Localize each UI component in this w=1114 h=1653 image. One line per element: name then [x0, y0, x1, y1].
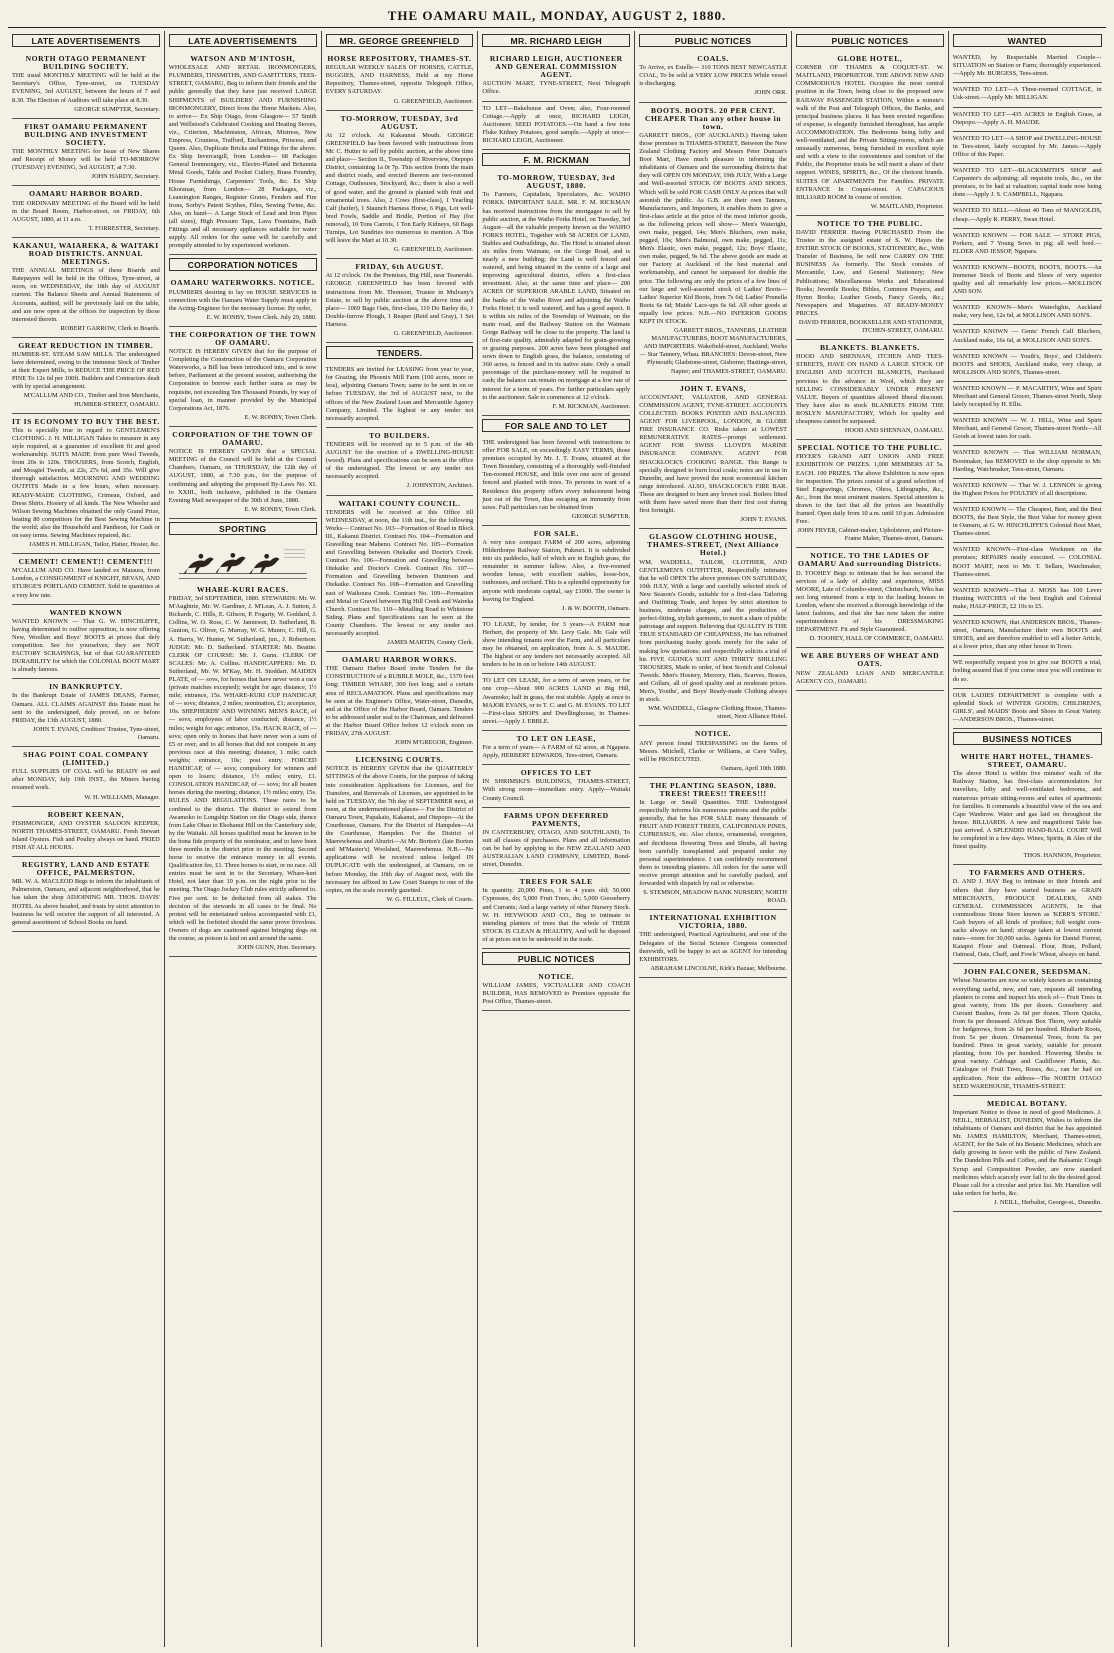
advertisement: [482, 102, 630, 150]
advertisement: [482, 526, 630, 618]
ad-title: INTERNATIONAL EXHIBITION VICTORIA, 1880.: [649, 913, 777, 931]
ad-body: At 12 o'clock. At Kakaunui Mouth. GEORGE GREENFIELD has been favored with instructions from Mr. C. Hutter to sell by public auction, at the above time and place— Section II., Township of Riverview, Otepopo District, containing 1a 0r 7p. This section fronts the main and district roads, and erected thereon are two-roomed Cottage, Outhouses, Stockyard, &c.; there is also a well of good water, and the ground is planted with fruit and ornamental trees. Also, 2 Cows (first-class), 1 Yearling Calf (heifer), 1 Staunch Harness Horse, 6 Pigs, Lot well-bred Fowls, Saddle and Bridle, Portion of Hay (for removal), 10 Tons Carrots, 1 Ton Early Kidneys, 60 Bags Turnips, Lot Sundries too numerous to mention. A 'Bus will leave the Mart at 10.30.: [325, 131, 474, 245]
advertisement: [953, 865, 1102, 964]
section-heading: MR. RICHARD LEIGH: [482, 34, 630, 47]
ad-list: [169, 51, 317, 255]
advertisement: [953, 479, 1102, 503]
ad-title: TO-MORROW, TUESDAY, 3rd AUGUST, 1880.: [497, 173, 616, 191]
advertisement: [12, 807, 160, 857]
advertisement: [953, 83, 1102, 107]
ad-body: HOOD AND SHENNAN, ITCHEN AND TEES-STREETS, HAVE ON HAND A LARGE STOCK OF ENGLISH AND SCOTCH BLANKETS, Purchased previous to the advance in Wool, which they are SELLING CONSIDERABLY UNDER PRESENT VALUE. Buyers of quantities allowed liberal discount. They have also in stock BLANKETS FROM THE ROSLYN MANUFACTORY, Which for quality and cheapness cannot be surpassed.: [795, 353, 944, 426]
ad-title: WATSON AND M'INTOSH,: [190, 54, 296, 64]
advertisement: [953, 964, 1102, 1095]
ad-body: OUR LADIES DEPARTMENT is complete with a splendid Stock of WINTER GOODS; CHILDREN'S, GIRLS', and MAIDS' Boots and Shoes in Great Variety.—ANDERSON BROS., Thames-street.: [952, 691, 1102, 723]
advertisement: [639, 910, 787, 978]
ad-signature: GEORGE SUMPTER.: [571, 512, 631, 520]
ad-list: [482, 170, 630, 416]
advertisement: [953, 382, 1102, 414]
advertisement: [953, 350, 1102, 382]
ad-title: THE PLANTING SEASON, 1880. TREES! TREES!! TREES!!!: [649, 780, 777, 798]
ad-body: WANTED KNOWN—Men's Waterlights, Auckland make, very best, 12s 6d, at MOLLISON AND SON'S.: [952, 304, 1102, 320]
masthead-rule: [8, 27, 1106, 28]
ad-body: TO LEASE, by tender, for 3 years—A FARM near Herbert, the property of Mr. Levy Gale. Mr. Gale will show intending tenants over the Farm, and all particulars may be obtained, on application, from A. S. MAUDE. The highest or any tenders not necessarily accepted. All tenders to be in on or before 14th AUGUST.: [482, 620, 631, 669]
ad-body: At 12 o'clock. On the Premises, Big Hill, near Teaneraki. GEORGE GREENFIELD has been favored with instructions from Mr. Thomson, Trustee in Mulvany's Estate, to sell by public auction at the above time and place— 1069 Bags Oats, first-class, 110 Do Barley do, 1 Double-furrow Plough, 1 Reaper (Reid and Gray), 1 Set Harness.: [325, 272, 474, 328]
ad-signature: D. TOOHEY, HALL OF COMMERCE, OAMARU.: [809, 635, 944, 643]
ad-body: FRYER'S GRAND ART UNION AND FREE EXHIBITION OF PRIZES. 1,000 MEMBERS AT 5s. EACH. 100 PRIZES. The above Exhibition is now open for inspection. The prizes consist of a grand selection of Steel Engravings, Chromos, Oleos, Lithographs, &c., &c., from the most eminent masters. Special attention is drawn to the fact that all the prizes are beautifully framed. Open daily from 10 a.m. until 10 p.m. Admission Free.: [795, 453, 944, 526]
advertisement: [482, 51, 630, 101]
ad-signature: W. G. FILLEUL, Clerk of Courts.: [386, 895, 474, 903]
advertisement: [953, 164, 1102, 204]
ad-signature: JOHN T. EVANS.: [740, 516, 787, 524]
advertisement: [12, 605, 160, 680]
ad-title: FIRST OAMARU PERMANENT BUILDING AND INVESTMENT SOCIETY.: [24, 121, 148, 147]
ad-list: [326, 363, 474, 909]
ad-body: WM. WADDELL, TAILOR, CLOTHIER, AND GENTLEMEN'S OUTFITTER, Respectfully intimates that he will OPEN The above premises ON SATURDAY, 10th JULY, With a large and carefully selected stock of New Season's Goods, suitable for a first-class Tailoring and Outfitting Trade, and hopes by strict attention to business, moderate charges, and the production of perfect-fitting, stylish garments, to merit a share of public patronage and support. Believing that QUALITY IS THE TRUE STANDARD OF CHEAPNESS, He has refrained from purchasing trashy goods merely for the sake of making low quotations; and respectfully solicits a trial of his FIVE GUINEA SUIT AND THIRTY SHILLING TROUSERS, Made to order, of best Scotch and Colonial Tweeds. Men's Hosiery, Mercery, Hats, Scarves, Braces, and Collars, all of good quality and at moderate prices. Men's, Youths', and Boys' Ready-made Clothing always in stock.: [639, 558, 787, 704]
ad-signature: E. W. RONBY, Town Clerk. July 29, 1880.: [206, 313, 317, 321]
advertisement: [12, 747, 160, 807]
ad-title: IT IS ECONOMY TO BUY THE BEST.: [12, 416, 160, 426]
ad-title: FRIDAY, 6th AUGUST.: [355, 262, 444, 272]
ad-body: In the Bankrupt Estate of JAMES DEANS, Farmer, Oamaru. ALL CLAIMS AGAINST this Estate must be sent to the undersigned, duly proved, on or before FRIDAY, the 13th AUGUST, 1880.: [12, 692, 160, 724]
ad-signature: G. GREENFIELD, Auctioneer.: [393, 246, 474, 254]
ad-body: TO LET ON LEASE, for a term of seven years, or for one crop—About 900 ACRES LAND at Big Hill, Awamoko; half in grass, the rest stubble. Apply at once to MAJOR EVANS, or to T. C. and G. M. EVANS. TO LET—First-class SHOPS and Dwellinghouse, in Thames-street.—Apply J. EBBLE.: [482, 677, 631, 725]
advertisement: [953, 749, 1102, 865]
ad-body: The above Hotel is within five minutes' walk of the Railway Station, has first-class accommodation for travellers, lofty and well-ventilated bedrooms, and numerous private sitting-rooms and suites of apartments for families. It commands a beautiful view of the sea and Cape Wanbrow. Water and gas laid on throughout the house. BILLIARDS. A new and magnificent Table has just arrived. A SPLENDID HAND-BALL COURT Will be completed in a few days. Wines, Spirits, & Ales of the finest quality.: [952, 770, 1102, 851]
advertisement: [12, 554, 160, 604]
advertisement: [326, 363, 474, 428]
ad-title: REGISTRY, LAND AND ESTATE OFFICE, PALMERSTON.: [22, 860, 150, 878]
ad-body: TO LET—Bakehouse and Oven; also, Four-roomed Cottage.—Apply at once, RICHARD LEIGH, Auctioneer. SEED POTATOES.—On hand a few tons Fluke Kidney Potatoes, good sample.—Apply at once—RICHARD LEIGH, Auctioneer.: [482, 104, 631, 144]
advertisement: [953, 689, 1102, 729]
advertisement: [169, 582, 317, 957]
advertisement: [953, 325, 1102, 349]
ad-title: IN BANKRUPTCY.: [49, 682, 123, 692]
ad-body: THE undersigned, Practical Agriculturist, and one of the Delegates of the Social Science Congress connected therewith, will be happy to act as AGENT for intending EXHIBITORS.: [639, 931, 787, 963]
horse-race-illustration: [179, 539, 307, 579]
ad-title: JOHN T. EVANS,: [679, 383, 747, 393]
ad-title: CEMENT! CEMENT!! CEMENT!!!: [18, 557, 154, 567]
ad-body: NOTICE IS HEREBY GIVEN that for the purpose of Completing the Construction of the Oamaru Corporation Waterworks, a Bill has been introduced into, and is now before, Parliament at the present session, authorising the Corporation to borrow such further sums as may be requisite, not exceeding Ten Thousand Pounds, by way of special loan, in manner provided by the Municipal Corporations Act, 1876.: [168, 348, 317, 412]
advertisement: [482, 618, 630, 675]
advertisement: [482, 731, 630, 765]
ad-body: WE respectfully request you to give our BOOTS a trial, feeling assured that if you come once you will continue to do so.: [952, 659, 1102, 683]
section-heading: PUBLIC NOTICES: [639, 34, 787, 47]
section-heading: PUBLIC NOTICES: [482, 952, 630, 965]
ad-body: FISHMONGER, AND OYSTER SALOON KEEPER, NORTH THAMES-STREET, OAMARU. Fresh Stewart Island Oysters. Fish and Poultry always on hand. FRIED FISH AT ALL HOURS.: [12, 819, 160, 851]
advertisement: [169, 427, 317, 519]
advertisement: [169, 327, 317, 427]
ad-signature: J. NEILL, Herbalist, George-st., Dunedin.: [994, 1198, 1102, 1206]
advertisement: [953, 503, 1102, 543]
ad-body: In quantity. 20,000 Pines, 1 to 4 years old; 50,000 Cypresses, do; 5,000 Fruit Trees, do; 5,000 Gooseberry and Currants; And a large variety of other Nursery Stock. W. H. HEYWOOD AND CO., Beg to intimate to intending planters of trees that the whole of THEIR STOCK IS CLEAN & HEALTHY, And will be disposed of at prices not to be undersold in the trade.: [482, 887, 631, 943]
advertisement: [796, 216, 944, 340]
ad-list: [639, 51, 787, 978]
advertisement: [953, 229, 1102, 261]
newspaper-columns: [8, 31, 1106, 1647]
ad-signature: F. M. RICKMAN, Auctioneer.: [552, 402, 631, 410]
ad-body: FRIDAY, 3rd SEPTEMBER, 1880. STEWARDS: Mr. W. M'Aughtrie, Mr. W. Gardiner, J. M'Lean, A. J. Sutton, J. Rickards, C. Hills, E. Gibson, P. Fogarty, W. Goddard, J. Collins, W. O. Ross, C. W. Jamieson, D. Sutherland, R. Gunion, G. Oliver, G. Murray, W. G. Munro, C. Hill, G. A. Harris, W. Hunter, W. Sutherland, jun., J. Robertson. JUDGE: Mr. D. Sutherland. STARTER: Mr. Beattie. CLERK OF COURSE: Mr. J. Gunn. CLERK OF SCALES: Mr. A. Collins. HANDICAPPERS: Mr. D. Sutherland, Mr. W. M'Kay, Mr. H. Stoddart. MAIDEN PLATE, of — sovs, for horses that have never won a race (private matches excepted); weight for age; distance, 1½ mile; entrance, 15s. WHARE-KURI CUP HANDICAP, of — sovs; distance, 2 miles; nomination, £1; acceptance, 10s. SHEPHERDS' AND WINNING MEN'S RACE, of — sovs; employees of labor conducted; distance, 1½ miles; weight for age; entrance, 15s. HACK RACE, of — sovs; open only to horses that have never won a sum of £5 or over, and to all horses that did not compete in any previous race at this meeting; distance, 1 mile; catch weights; entrance, 10s; post entry. FORCED HANDICAP, of — sovs; compulsory for winners and open to losers; distance, 1½ miles; entry, £1. CONSOLATION HANDICAP, of — sovs; for all beaten horses during the meeting; distance, 1½ miles; entry, 15s. RULES AND REGULATIONS. These races to be confined to the district. The district to extend from Awamoko to Longship Station on the Otago side, thence from Lake Ohau to Ekohanui Hill on the Canterbury side, by the Waitaki. All horses qualified must be known to be the bona fide property of the nominator, and to have been three months in the district prior to the meeting. Second horse to receive the entrance money in all events. Qualification fee, £1. Three horses to start, or no race. All entries must be sent in to the Secretary, Whare-kuri Hotel, not later than 10 p.m. on the night prior to the meeting. The Otago Jockey Club rules strictly adhered to. Five per cent. to be deducted from all stakes. The decision of the stewards in all cases to be final. No protest will be entertained unless accompanied with £1, which will be forfeited should the same prove frivolous. Owners of dogs are cautioned against bringing dogs on the course, as poison is laid on and around the same.: [168, 595, 317, 942]
ad-body: NEW ZEALAND LOAN AND MERCANTILE AGENCY CO., OAMARU.: [795, 669, 944, 685]
section-heading: MR. GEORGE GREENFIELD: [326, 34, 474, 47]
ad-body: IN SHRIMSKI'S BUILDINGS, THAMES-STREET, With strong room—immediate entry. Apply—Waitaki County Council.: [482, 778, 631, 802]
ad-body: WANTED KNOWN, that ANDERSON BROS., Thames-street, Oamaru, Manufacture their own BOOTS and SHOES, and are therefore enabled to sell a better Article, at a lower price, than any other house in Town.: [952, 618, 1102, 651]
ad-title: BLANKETS. BLANKETS.: [819, 343, 920, 353]
advertisement: [953, 261, 1102, 301]
advertisement: [953, 1096, 1102, 1212]
ad-title: JOHN FALCONER, SEEDSMAN.: [963, 967, 1091, 977]
ad-title: TO-MORROW, TUESDAY, 3rd AUGUST.: [340, 113, 459, 131]
ad-signature: WM. WADDELL, Glasgow Clothing House, Thames-street, Next Alliance Hotel.: [648, 705, 787, 721]
ad-title: NOTICE.: [695, 729, 732, 739]
ad-body: THE Oamaru Harbor Board invite Tenders for the CONSTRUCTION of a RUBBLE MOLE, &c., 1370 feet long; TIMBER WHARF, 300 feet long; and a certain area of RECLAMATION. Plans and specifications may be seen at the Engineer's Office, Water-street, Dunedin, and at the Office of the Harbor Board, Oamaru. Tenders to be addressed under seal to the Chairman, and delivered at the Harbor Board Office before 12 o'clock noon on FRIDAY, 27th AUGUST.: [325, 665, 474, 738]
ad-title: TO BUILDERS.: [369, 430, 430, 440]
ad-title: OFFICES TO LET: [520, 768, 592, 778]
ad-signature: JOHN T. EVANS, Creditors' Trustee, Tyne-street, Oamaru.: [33, 725, 160, 741]
advertisement: [12, 338, 160, 414]
advertisement: [482, 674, 630, 731]
advertisement: [12, 679, 160, 747]
column-5: [635, 31, 792, 1647]
ad-signature: T. FORRESTER, Secretary.: [88, 224, 160, 232]
column-4: [478, 31, 635, 1647]
ad-title: OAMARU WATERWORKS. NOTICE.: [170, 278, 315, 288]
ad-title: HORSE REPOSITORY, THAMES-ST.: [327, 54, 472, 64]
advertisement: [326, 111, 474, 260]
ad-title: TO FARMERS AND OTHERS.: [969, 868, 1086, 878]
advertisement: [796, 51, 944, 216]
ad-signature: W. MAITLAND, Proprietor.: [870, 202, 944, 210]
ad-body: WHOLESALE AND RETAIL IRONMONGERS, PLUMBERS, TINSMITHS, AND GASFITTERS, TEES-STREET, OAMARU, Beg to inform their friends and the public generally that they have just received LARGE SHIPMENTS of BUILDERS' AND FURNISHING IRONMONGERY, Direct from the Home Markets. Also, to arrive— Ex Ship Otago, from Glasgow— 57 Smith and Wellstood's Celebrated Cooking and Heating Stoves, viz., Criterion, Machiniston, African, Mistress, New Empress, Countess, Trafford, Enchantress, Princess, and Queen. Also, Duplicate Bricks and Fittings for the above. Ex Ship Invercargill, from London— 68 Packages General Ironmongery, viz., Electro-Plated and Britannia Metal Goods, Table and Pocket Cutlery, Brass Foundry, House Furnishings, Carpenters' Tools, &c. Ex Ship Khoranan, from London— 28 Packages, viz., Leamington Ranges, Register Grates, Fenders and Fire Irons, Sorby's Patent Scythes, Files, Sewing Twine, &c. Also, on hand— A Large Stock of Lead and Iron Pipes (all sizes), High Pressure Taps, Lava Fountains, Bath Fittings and all necessary appliances suitable for water supply. All orders for the same will be carefully and promptly attended to by experienced workmen.: [168, 64, 317, 250]
advertisement: [796, 648, 944, 690]
advertisement: [953, 584, 1102, 616]
advertisement: [326, 496, 474, 653]
advertisement: [639, 103, 787, 381]
ad-body: NOTICE IS HEREBY GIVEN that the QUARTERLY SITTINGS of the above Courts, for the purpose of taking into consideration Applications for Licenses, and for Transfers, and Removals of Licenses, are appointed to be held on TUESDAY, the 7th day of SEPTEMBER next, at noon, at the undermentioned places— For the District of Oamaru Town, Papakaio, Kakanui, and Otepopo—At the Courthouse, Oamaru. For the District of Hampden—At the Courthouse, Hampden. For the District of Maerewhenua and Ahuriri—At Mr. Borton's (late Borton and M'Master's) Woolshed, Maerewhenua. N.B.—No applications will be received unless lodged IN DUPLICATE with the undersigned, at Oamaru, on or before Monday, the 16th day of August next, with the necessary fee affixed in Law Court Stamps to one of the copies, on the scale recently gazetted.: [325, 765, 474, 894]
column-3: [322, 31, 479, 1647]
advertisement: [953, 543, 1102, 583]
ad-title: NOTICE TO THE PUBLIC.: [817, 218, 923, 228]
ad-title: SHAG POINT COAL COMPANY (LIMITED.): [23, 750, 149, 768]
ad-body: THE ORDINARY MEETING of the Board will be held in the Board Room, Harbor-street, on FRIDAY, 6th AUGUST, 1880, at 11 a.m.: [12, 199, 160, 223]
ad-body: TENDERS will be received up to 5 p.m. of the 4th AUGUST for the erection of a DWELLING-HOUSE (wood). Plans and specifications can be seen at the office of the undersigned. The lowest or any tender not necessarily accepted.: [325, 440, 474, 481]
ad-signature: HOOD AND SHENNAN, OAMARU.: [844, 427, 944, 435]
ad-signature: DAVID FERRIER, BOOKSELLER AND STATIONER, ITCHEN-STREET, OAMARU.: [798, 319, 944, 335]
advertisement: [639, 778, 787, 910]
ad-list: [482, 969, 630, 1011]
ad-body: HUMBER-ST. STEAM SAW MILLS. The undersigned have determined, owing to the immense Stock of Timber at their Expert Mills, to REDUCE THE PRICE OF RED PINE To 12s 6d per 100ft. Builders and Contractors dealt with by special arrangement.: [12, 351, 160, 391]
ad-title: BOOTS. BOOTS. 20 PER CENT. CHEAPER Than any other house in town.: [644, 105, 782, 131]
race-horses-woodcut: [179, 539, 307, 579]
advertisement: [326, 259, 474, 343]
advertisement: [482, 874, 630, 949]
ad-title: FOR SALE.: [533, 528, 579, 538]
ad-title: NOTICE. TO THE LADIES OF OAMARU And surrounding Districts.: [798, 551, 942, 569]
ad-signature: E. W. RONBY, Town Clerk.: [244, 413, 317, 421]
ad-title: WAITAKI COUNTY COUNCIL.: [338, 498, 461, 508]
advertisement: [482, 808, 630, 875]
advertisement: [796, 340, 944, 440]
section-heading: PUBLIC NOTICES: [796, 34, 944, 47]
ad-signature: JAMES MARTIN, County Clerk.: [387, 639, 474, 647]
ad-signature: GEORGE SUMPTER, Secretary.: [74, 105, 160, 113]
ad-body: MR. W. A. MACLEOD Begs to inform the inhabitants of Palmerston, Oamaru, and adjacent neighborhood, that he has taken the shop ADJOINING MR. THOS. DAVIS' HOTEL As above headed, and trusts by strict attention to business he will receive the support of all interested. A general assortment of School Books on hand.: [12, 878, 160, 926]
ad-body: D. TOOHEY Begs to intimate that he has secured the services of a lady of ability and experience, MISS MOORE, Late of Columbo-street, Christchurch, Who has not long returned from a trip to the leading houses in London, where she received a thorough knowledge of the latest fashions, and that she has now taken the entire superintendence of his DRESSMAKING DEPARTMENT. Fit and Style Guaranteed.: [795, 569, 944, 634]
ad-body: WANTED TO SELL—About 40 Tons of MANGOLDS, cheap.—Apply R. PERRY, Swan Hotel.: [952, 207, 1102, 223]
advertisement: [482, 170, 630, 416]
ad-signature: Oamaru, April 10th 1880.: [721, 764, 787, 772]
ad-signature: G. GREENFIELD, Auctioneer.: [393, 330, 474, 337]
ad-body: TENDERS are invited for LEASING from year to year, for Grazing, the Phoenix Mill Farm (100 acres, more or less), adjoining Oamaru Town; same to be sent in on or before TUESDAY, the 3rd of AUGUST next, to the offices of the New Zealand Loan and Mercantile Agency Company, Limited. The highest or any tender not necessarily accepted.: [325, 366, 474, 422]
column-6: [792, 31, 949, 1647]
advertisement: [953, 51, 1102, 83]
ad-body: A very nice compact FARM of 200 acres, adjoining Hilderthorpe Railway Station, Pukeuri. It is subdivided into six paddocks, half of which are in English grass, the remainder in summer fallow. Also, a five-roomed wooden house, with excellent stables, loose-box, outhouses, and orchard. This is a splendid opportunity for anyone with moderate capital, say £1000. The owner is leaving for England.: [482, 538, 631, 603]
ad-body: WILLIAM JAMES, VICTUALLER AND COACH BUILDER, HAS REMOVED to Premises opposite the Post Office, Thames-street.: [482, 982, 631, 1006]
advertisement: [796, 440, 944, 548]
advertisement: [482, 436, 630, 526]
ad-title: GREAT REDUCTION IN TIMBER.: [18, 340, 154, 350]
ad-title: COALS.: [697, 54, 729, 64]
ad-body: WANTED KNOWN—First-class Workmen on the premises; REPAIRS neatly executed. — COLONIAL BOOT MART, next to Mr. T. Sellars, Watchmaker, Thames-street.: [952, 546, 1102, 578]
ad-signature: JOHN GUNN, Hon. Secretary.: [237, 944, 317, 952]
advertisement: [953, 204, 1102, 228]
ad-body: THE MONTHLY MEETING for Issue of New Shares and Receipt of Money will be held TO-MORROW (TUESDAY) EVENING, 3rd AUGUST, at 7.30.: [12, 148, 160, 172]
ad-body: WANTED KNOWN — W. J. HILL, Wine and Spirit Merchant, and General Grocer, Thames-street North—All Goods at lowest rates for cash.: [952, 417, 1102, 441]
ad-list: [796, 51, 944, 691]
ad-body: ANY person found TRESPASSING on the farms of Messrs. Mitchell, Clarke or Williams, at Cave Valley, will be PROSECUTED.: [639, 739, 787, 763]
ad-signature: JOHN ORR.: [754, 89, 787, 97]
ad-title: SPECIAL NOTICE TO THE PUBLIC.: [797, 443, 943, 453]
ad-body: WANTED KNOWN—That J. MOSS has 100 Lever Hunting WATCHES of the best English and Colonial make, HALF-PRICE, £2 10s to £5.: [952, 586, 1102, 610]
ad-list: [169, 275, 317, 518]
ad-body: D. AND J. HAY Beg to intimate to their friends and others that they have started business as GRAIN MERCHANTS, PRODUCE DEALERS, AND GENERAL COMMISSION AGENTS, In that commodious Stone Store known as 'KERR'S STORE.' Cash buyers of all kinds of produce; full weight corn-sacks always on hand; storage taken at lowest current rates—room for 30,000 sacks. Agents for Daniel Forrest, Kaiapoi Flour and Oatmeal. Flour, Bran, Pollard, Oatmeal, Oats, Chaff, and Fowls' Wheat, always on hand.: [952, 878, 1102, 959]
ad-body: WANTED TO LET—A Three-roomed COTTAGE, in Usk-street.—Apply Mr. MILLIGAN.: [952, 86, 1102, 102]
ad-body: REGULAR WEEKLY SALES OF HORSES, CATTLE, BUGGIES, AND HARNESS, Held at my Horse Repository, Thames-street, opposite Telegraph Office, EVERY SATURDAY.: [325, 64, 474, 96]
ad-title: MEDICAL BOTANY.: [987, 1098, 1068, 1108]
advertisement: [639, 726, 787, 777]
ad-title: CORPORATION OF THE TOWN OF OAMARU.: [172, 429, 314, 448]
ad-list: [326, 51, 474, 343]
ad-title: OAMARU HARBOR WORKS.: [341, 655, 457, 665]
ad-body: CORNER OF THAMES & COQUET-ST. W. MAITLAND, PROPRIETOR. THE ABOVE NEW AND COMMODIOUS HOTEL Occupies the most central position in the Town, being close to the proposed new RAILWAY PASSENGER STATION, Within a minute's walk of the Post and Telegraph Offices, the Banks, and principal business places. It has been erected regardless of expense, is elegantly furnished throughout, has ample ACCOMMODATION. The Bedrooms being lofty and well-ventilated, and the Private Sitting-rooms, which are unusually numerous, being furnished in excellent style and with a view to the convenience and comfort of the Public, the Proprietor trusts he will merit a share of their support. WINES, SPIRITS, &c., Of the choicest brands. SUITES OF APARTMENTS For Families. PRIVATE ENTRANCE In Coquet-street. A CAPACIOUS BILLIARD ROOM In course of erection.: [795, 64, 944, 201]
masthead: THE OAMARU MAIL, MONDAY, AUGUST 2, 1880.: [387, 8, 727, 23]
ad-title: WE ARE BUYERS OF WHEAT AND OATS.: [800, 651, 940, 669]
section-heading: CORPORATION NOTICES: [169, 258, 317, 271]
advertisement: [12, 238, 160, 338]
ad-body: TENDERS will be received at this Office till WEDNESDAY, at noon, the 11th inst., for the following Works— Contract No. 103—Formation of Road in Block III., Kakanui District. Contract No. 104—Formation and Gravelling near Maheno. Contract No. 105—Formation and Gravelling between Otekaike and Doctor's Creek. Contract No. 106—Formation and Gravelling between Otekaike and Doctor's Creek. Contract No. 107—Formation and Gravelling between Duntroon and Otekaike. Contract No. 108—Formation and Gravelling east of Waikoura Creek. Contract No. 109—Formation and Metal or Gravel between Big Hill Creek and Waireka Church. Contract No. 110—Metalling Road to Whitstone Siding. Plans and Specifications can be seen at the County Chambers. The lowest or any tender not necessarily accepted.: [325, 508, 474, 637]
section-heading: SPORTING: [169, 522, 317, 535]
ad-title: TREES FOR SALE: [519, 877, 593, 887]
ad-body: FULL SUPPLIES OF COAL will be READY on and after MONDAY, July 19th INST., the Miners having resumed work.: [12, 768, 160, 792]
ad-signature: S. STEMSON, MEADOW BANK NURSERY, NORTH ROAD.: [643, 889, 787, 905]
ad-body: WANTED TO LET—435 ACRES in English Grass, at Otepopo.—Apply A. H. MAUDE.: [952, 110, 1102, 126]
column-2: [165, 31, 322, 1647]
advertisement: [12, 414, 160, 555]
ad-signature: JOHN FRYER, Cabinet-maker, Upholsterer, and Picture-Frame Maker, Thames-street, Oamaru.: [797, 527, 944, 543]
section-heading: LATE ADVERTISEMENTS: [12, 34, 160, 47]
advertisement: [12, 51, 160, 119]
ad-body: WANTED KNOWN — The Cheapest, Best, and the Best BOOTS, the Best Style, the Best Value for money given in Oamaru, at G. W. HINCHLIFFE'S Colonial Boot Mart, Thames-street.: [952, 505, 1102, 538]
ad-title: TO LET ON LEASE,: [516, 733, 596, 743]
ad-title: NOTICE.: [538, 972, 575, 982]
ad-body: AUCTION MART, TYNE-STREET, Next Telegraph Office.: [482, 80, 631, 96]
advertisement: [326, 652, 474, 752]
column-7: [949, 31, 1106, 1647]
ad-title: GLOBE HOTEL,: [837, 54, 903, 64]
ad-list: [12, 51, 160, 932]
ad-title: GLASGOW CLOTHING HOUSE, THAMES-STREET, (Next Alliance Hotel.): [647, 532, 779, 558]
advertisement: [639, 51, 787, 102]
section-heading: F. M. RICKMAN: [482, 153, 630, 166]
ad-body: IN CANTERBURY, OTAGO, AND SOUTHLAND, To suit all classes of purchasers. Plans and all information can be had by applying to the NEW ZEALAND AND AUSTRALIAN LAND COMPANY, LIMITED, Bond-street, Dunedin.: [482, 828, 631, 869]
ad-list: [953, 51, 1102, 729]
advertisement: [326, 51, 474, 111]
ad-title: WANTED KNOWN: [49, 607, 123, 617]
advertisement: [12, 186, 160, 237]
ad-list: [169, 582, 317, 957]
ad-body: WANTED, by Respectable Married Couple—SITUATION on Station or Farm; thoroughly experienced.—Apply Mr. BURGESS, Tees-street.: [952, 54, 1102, 78]
ad-body: THE ANNUAL MEETINGS of these Boards and Ratepayers will be held in the Offices, Tyne-street, at noon, on WEDNESDAY, the 18th day of AUGUST current. The Balance Sheets and Annual Statements of Accounts, audited, will be previously laid on the table, and are now open at the offices for inspection by those interested therein.: [12, 267, 160, 323]
ad-body: WANTED KNOWN — That G. W. HINCHLIFFE, having determined to outlive opposition, is now offering New, Woollen and Boys' BOOTS at prices that defy competition. See for yourselves; they are NOT FACTORY SCRAPINGS, but of that GUARANTEED DURABILITY for which the COLONIAL BOOT MART is already famous.: [12, 617, 160, 674]
ad-signature: ROBERT GARROW, Clerk to Boards.: [60, 324, 160, 332]
advertisement: [12, 119, 160, 187]
advertisement: [953, 301, 1102, 325]
ad-body: WANTED KNOWN — P. MACARTHY, Wine and Spirit Merchant and General Grocer, Thames-street North, Shop lately occupied by H. Ellis.: [952, 384, 1102, 409]
advertisement: [953, 656, 1102, 688]
ad-body: WANTED TO LET—A SHOP and DWELLING-HOUSE in Tees-street, lately occupied by Mr. James.—Apply Office of this Paper.: [952, 134, 1102, 158]
ad-list: [482, 436, 630, 949]
advertisement: [169, 275, 317, 326]
ad-body: To Arrive, ex Estelle— 310 TONS BEST NEWCASTLE COAL, To be sold at VERY LOW PRICES While vessel is discharging.: [639, 64, 787, 88]
advertisement: [796, 548, 944, 648]
advertisement: [639, 529, 787, 726]
advertisement: [639, 381, 787, 530]
ad-list: [482, 51, 630, 150]
ad-body: THE usual MONTHLY MEETING will be held at the Secretary's Office, Tyne-street, on TUESDAY EVENING, 3rd AUGUST, between the hours of 7 and 8.30. The Election of Auditors will take place at 8.30.: [12, 72, 160, 104]
ad-title: WHITE HART HOTEL, THAMES-STREET, OAMARU.: [960, 752, 1094, 770]
ad-signature: W. H. WILLIAMS, Manager.: [84, 793, 160, 801]
ad-body: WANTED TO LET—BLACKSMITH'S SHOP and Carpenter's do adjoining; all requisite tools, &c., on the premises, to be had at valuation; capital trade now being done.—Apply J. S. CAMPBELL, Ngapara.: [952, 167, 1102, 199]
ad-body: WANTED KNOWN — Gents' French Calf Bluchers, Auckland make, 16s 6d, at MOLLISON AND SON'S.: [952, 328, 1102, 344]
ad-body: WANTED KNOWN — That W. J. LENNON is giving the Highest Prices for POULTRY of all descriptions.: [952, 481, 1102, 497]
ad-signature: E. W. RONBY, Town Clerk.: [244, 505, 317, 513]
ad-body: WANTED KNOWN — FOR SALE — STORE PIGS, Porkers, and 7 Young Sows in pig; all well bred.—ELDER AND JESSOP, Ngapara.: [952, 231, 1102, 255]
advertisement: [953, 108, 1102, 132]
section-heading: WANTED: [953, 34, 1102, 47]
ad-body: DAVID FERRIER Having PURCHASED From the Trustee in the assigned estate of S. W. Hayes the ENTIRE STOCK OF BOOKS, STATIONERY, &c., With Transfer of Business, he will now CARRY ON THE BUSINESS As formerly. The Stock consists of Mercantile, Law, and General Stationery; New Publications; Miscellaneous Works and Educational Books; Juvenile Books; Bibles, Common Prayers, and Hymn Books; Leather Goods, Fancy Goods, &c.; Newspapers and Magazines. AT READY-MONEY PRICES.: [795, 228, 944, 317]
ad-signature: J. & W. BOOTH, Oamaru.: [562, 604, 631, 612]
ad-signature: J. JOHNSTON, Architect.: [406, 482, 474, 490]
ad-signature: THOS. HANNON, Proprietor.: [1023, 852, 1102, 860]
advertisement: [326, 428, 474, 496]
ad-signature: GARRETT BROS., TANNERS, LEATHER MANUFACTURERS, BOOT MANUFACTURERS, AND IMPORTERS. Wakefield-street, Auckland; Works — Star Tannery, Whau. BRANCHES: Devon-street, New Plymouth; Gladstone-street, Gisborne; Hastings-street, Napier; and THAMES-STREET, OAMARU.: [639, 327, 787, 375]
ad-title: LICENSING COURTS.: [355, 755, 444, 765]
advertisement: [482, 969, 630, 1011]
ad-list: [953, 749, 1102, 1212]
ad-signature: JAMES H. MILLIGAN, Tailor, Hatter, Hosier, &c.: [29, 541, 160, 549]
ad-signature: M'CALLUM AND CO., Timber and Iron Merchants, HUMBER-STREET, OAMARU.: [23, 392, 160, 408]
ad-body: For a term of years— A FARM of 62 acres, at Ngapara. Apply, HERBERT EDWARDS, Tees-street, Oamaru.: [482, 744, 631, 760]
advertisement: [326, 752, 474, 909]
ad-title: THE CORPORATION OF THE TOWN OF OAMARU.: [169, 329, 317, 347]
ad-body: ACCOUNTANT, VALUATOR, AND GENERAL COMMISSION AGENT, TYNE-STREET. ACCOUNTS COLLECTED. BOOKS POSTED AND BALANCED. AGENT FOR LIVERPOOL, LONDON, & GLOBE FIRE INSURANCE CO. Risks taken at LOWEST REMUNERATIVE RATES—prompt settlement. AGENT FOR SWISS LLOYD'S MARINE INSURANCE COMPANY. AGENT FOR SHACKLOCK'S COOKING RANGE. This Range is specially designed to burn local coals; notes are in use in Dunedin, and have proved the most economical kitchen range introduced. ALSO, SHACKLOCK'S FIRE BAR. These are designed to burn any brown coal. Boilers fitted with them have saved more than their first cost during first fortnight.: [639, 393, 787, 515]
ad-title: NORTH OTAGO PERMANENT BUILDING SOCIETY.: [25, 54, 147, 72]
ad-signature: ABRAHAM LINCOLNE, Kirk's Bazaar, Melbourne.: [650, 964, 787, 972]
advertisement: [953, 414, 1102, 446]
ad-title: KAKANUI, WAIAREKA, & WAITAKI ROAD DISTRICTS. ANNUAL MEETINGS.: [13, 240, 159, 267]
ad-body: Whose Nurseries are now so widely known as containing everything useful, new, and rare, requests all intending planters to come and inspect his stock of— Fruit Trees in great variety, from 18s per dozen. Gooseberry and Currant Bushes, from 2s 6d per dozen. Thorn Quicks, from 6s per thousand. African Box Thorn, very suitable for hedgerows, from 2s 6d per hundred. Rhubarb Roots, from 5s per dozen. Ornamental Trees, from 6s per hundred. Pines in great variety, suitable for present planting, from 10s per hundred. Flowering Shrubs in great variety. Cabbage and Cauliflower Plants, &c. Catalogue of Fruit Trees, Roses, &c., can be had on application. Note the address—The NORTH OTAGO SEED WAREHOUSE, THAMES-STREET.: [952, 977, 1102, 1090]
section-heading: FOR SALE AND TO LET: [482, 419, 630, 432]
advertisement: [953, 132, 1102, 164]
advertisement: [12, 857, 160, 932]
ad-body: WANTED KNOWN—BOOTS, BOOTS, BOOTS.—An Immense Stock of Boots and Shoes of very superior quality and all remarkably low prices.—MOLLISON AND SON.: [952, 263, 1102, 296]
ad-body: WANTED KNOWN — That WILLIAM NORMAN, Bootmaker, has REMOVED to the shop opposite to Mr. Harding, Watchmaker, Tees-street, Oamaru.: [952, 449, 1102, 473]
ad-signature: JOHN HARDY, Secretary.: [91, 173, 160, 181]
ad-body: GARRETT BROS., (OF AUCKLAND.) Having taken those premises in THAMES-STREET, Between the New Zealand Clothing Factory and Messrs Peter Duncan's Boot Mart, Have much pleasure in informing the inhabitants of Oamaru and the surrounding districts that they will OPEN ON MONDAY, 19th JULY, With a Large and Well-assorted STOCK OF BOOTS AND SHOES, Which will be sold FOR CASH ONLY At prices that will astonish the public. As G.B. are their own Tanners, Manufacturers, and Importers, it enables them to give a first-class article at the price of the most inferior goods, as the following prices will show— Men's Wateright, own make, pegged, 14s; Men's Bluchers, own make, pegged, 10s; Men's Balmoral, own make, pegged, 11s; Men's Elastic, own make, pegged, 12s; Boys' Elastic, own make, pegged, 9s 6d. The above goods are made at our Factory at Auckland of the best material and workmanship, and cannot be surpassed for double the price. The following are only the prices of a few lines of our large and well-assorted stock of Ladies' Boots— Ladies' Superior Kid Boots, from 7s 6d; Ladies' Prunella Boots 6s 6d; Maids' Lace-ups 6s 6d. All other goods at equally low prices. N.B.—NO INFERIOR GOODS KEPT IN STOCK.: [639, 131, 787, 325]
advertisement: [482, 765, 630, 807]
ad-body: PLUMBERS desiring to lay on HOUSE SERVICES in connection with the Oamaru Water Supply must apply to the Acting-Engineer for the necessary license. By order,: [168, 288, 317, 312]
advertisement: [953, 446, 1102, 478]
column-1: [8, 31, 165, 1647]
ad-signature: JOHN M'GREGOR, Engineer.: [394, 739, 474, 747]
ad-body: NOTICE IS HEREBY GIVEN that a SPECIAL MEETING of the Council will be held at the Council Chambers, Oamaru, on THURSDAY, the 12th day of AUGUST, 1880, at 7.30 p.m., for the purpose of confirming and adopting the proposed By-Laws No. XI. to XXIII., both inclusive, published in the Oamaru Evening Mail newspaper of the 30th of June, 1880.: [168, 448, 317, 504]
ad-signature: G. GREENFIELD, Auctioneer.: [393, 97, 474, 105]
section-heading: LATE ADVERTISEMENTS: [169, 34, 317, 47]
ad-title: OAMARU HARBOR BOARD.: [29, 189, 143, 199]
section-heading: TENDERS.: [326, 346, 474, 359]
ad-body: To Farmers, Capitalists, Speculators, &c. WAIHO FORKS. IMPORTANT SALE. MR. F. M. RICKMAN has received instructions from the mortgagee to sell by public auction, at the Waiho Forks Hotel, on Tuesday, 3rd August—all the valuable property known as the WAIHO FORKS HOTEL, Together with 58 ACRES OF LAND, Stables and Outbuildings, &c. The Hotel is situated about six miles from Waimate, on the Gorge Road, and is nearly a new building; the Land is well fenced and watered, and being situated in the centre of a large and improving agricultural district, offers a first-class investment. Also, at the same time and place— 200 ACRES OF SUPERIOR ARABLE LAND, Situated on the banks of the Waiho River and adjoining the Waiho Forks Hotel; it is well watered, and has a good aspect. It is within six miles of the Township of Waimate, on the main road, and the Railway Station on the Waimate Gorge Railway will be close to the property. The land is of first-rate quality, admirably adapted for grain-growing or grazing purposes. 200 acres have been ploughed and sown down to English grass, the balance, consisting of 360 acres, is fenced and in its native state. Only a small percentage of the purchase-money will be required in cash; the balance can remain on mortgage at a low rate of interest for a term of years. For further particulars apply to the auctioneer. Sale to commence at 12 o'clock.: [482, 191, 631, 401]
ad-body: THE undersigned has been favored with instructions to offer FOR SALE, on exceedingly EASY TERMS, those premises occupied by Mr. J. T. Evans, situated at the Town Boundary, consisting of a thoroughly well-finished Ten-roomed HOUSE, and little over one acre of ground fenced and planted with trees. To persons in want of a Residence this property offers every inducement being just out of the Town, thus escaping an immunity from taxes. Full particulars can be obtained from: [482, 438, 631, 511]
ad-body: WANTED KNOWN — Youth's, Boys', and Children's BOOTS and SHOES, Auckland make, very cheap, at MOLLISON AND SON'S, Thames-street.: [952, 352, 1102, 376]
ad-title: ROBERT KEENAN,: [47, 809, 125, 819]
ad-body: In Large or Small Quantities. THE Undersigned respectfully informs his numerous patrons and the public generally, that he has FOR SALE many thousands of FRUIT AND FOREST TREES, CALIFORNIAN PINES, CUPRESSUS, etc. Also choice, ornamental, evergreen, and deciduous flowering Trees and Shrubs, all having been carefully transplanted and prepared under my personal superintendence. I can confidently recommend them to intending planters. All orders for the same will receive prompt attention and be carefully packed, and forwarded with dispatch by rail or otherwise.: [639, 799, 787, 887]
ad-title: WHARE-KURI RACES.: [196, 584, 289, 594]
ad-body: This is specially true in regard to GENTLEMEN'S CLOTHING. J. H. MILLIGAN Takes to measure in any style required, at a guarantee of excellent fit and good workmanship. SUITS MADE from pure Wool Tweeds, from 20s to 120s. TROUSERS, from Scotch, English, and Mosgiel Tweeds, at 22s, 27s 6d, and 35s. Will give thorough satisfaction. MOURNING AND WEDDING OUTFITS Made in a few hours, when necessary. READY-MADE CLOTHING, Crimean, Oxford, and Dress Shirts. Hosiery of all kinds. The New Wheeler and Wilson Sewing Machines obtained the only Grand Prize, beating 80 competitors for the Best Sewing Machine in the world; also the Household and Pantheon, for Cash or on easy terms. Sewing Machines repaired, &c.: [12, 426, 160, 539]
ad-title: RICHARD LEIGH, AUCTIONEER AND GENERAL COMMISSION AGENT.: [489, 54, 623, 80]
ad-body: M'CALLUM AND CO. Have landed ex Mataura, from London, a CONSIGNMENT of KNIGHT, BEVAN, AND STURGE'S PORTLAND CEMENT. Sold in quantities at a very low rate.: [12, 567, 160, 599]
advertisement: [953, 616, 1102, 656]
ad-body: Important Notice to those in need of good Medicines. J. NEILL, HERBALIST, DUNEDIN, Wishes to inform the inhabitants of Oamaru and district that he has appointed Mr. JAMES HAMILTON, Merchant, Thames-street, AGENT, for the Sale of his Botanic Medicines, which are daily growing in favor with the public of New Zealand. The Dandelion Pills and Coffee, and the Balsamic Cough Syrup and Composition Powder, are now standard medicines which scarcely ever fail to do the desired good. Please call for a circular and price list. Mr. Hamilton will take orders for herbs, &c.: [952, 1108, 1102, 1197]
advertisement: [169, 51, 317, 255]
ad-title: FARMS UPON DEFERRED PAYMENTS,: [503, 810, 609, 828]
section-heading: BUSINESS NOTICES: [953, 732, 1102, 745]
